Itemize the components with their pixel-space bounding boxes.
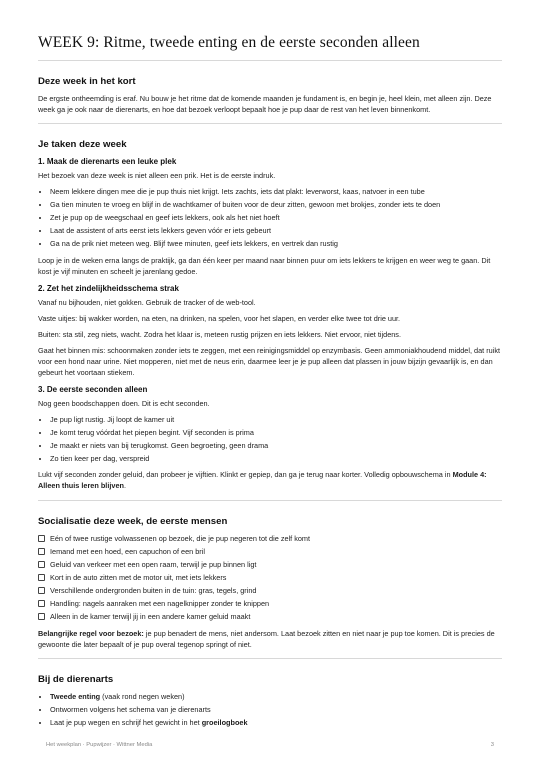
- task3-text: Nog geen boodschappen doen. Dit is echt seconden.: [38, 398, 210, 408]
- visit-rule: [38, 628, 502, 650]
- list-item: • Zet je pup op de weegschaal en geef iets lekkers, ook als het niet hoeft: [50, 212, 502, 224]
- visit-rule-text: je pup benadert de mens, niet andersom. Laat bezoek zitten en niet naar je pup toe komen. Dit is precies de gewoonte die later bepaalt of je pup overal tegenop springt of niet.: [38, 628, 495, 649]
- task3-heading: 3. De eerste seconden alleen: [38, 384, 148, 394]
- checklist-label: Verschillende ondergronden buiten in de tuin: gras, tegels, grind: [50, 586, 257, 595]
- page-title: WEEK 9: Ritme, tweede enting en de eerste seconden alleen: [38, 34, 420, 51]
- checkbox[interactable]: [38, 561, 45, 568]
- divider: [38, 500, 502, 501]
- checklist-item: [38, 533, 502, 545]
- page-number: 3: [490, 742, 494, 748]
- checklist-label: Iemand met een hoed, een capuchon of een bril: [50, 547, 205, 556]
- checklist-item: [38, 598, 502, 610]
- social-section: [38, 516, 502, 650]
- vaccination-note: (vaak rond negen weken): [100, 691, 185, 701]
- divider: [38, 123, 502, 124]
- list-item: • Je maakt er niets van bij terugkomst. Geen begroeting, geen drama: [50, 440, 502, 452]
- footer-source: Het weekplan · Pupwijzer · Wittner Media: [46, 742, 153, 748]
- checklist-item: [38, 572, 502, 584]
- task1-text: Het bezoek van deze week is niet alleen een prik. Het is de eerste indruk.: [38, 171, 276, 180]
- tasks-heading: Je taken deze week: [38, 139, 127, 150]
- list-item: • Zo tien keer per dag, verspreid: [50, 453, 502, 465]
- checklist-label: Eén of twee rustige volwassenen op bezoek, die je pup negeren tot die zelf komt: [50, 534, 311, 543]
- intro-section: [38, 76, 502, 115]
- task3-after: [38, 469, 502, 491]
- divider: [38, 60, 502, 61]
- list-item: • Ontwormen volgens het schema van je dierenarts: [50, 704, 502, 716]
- list-item: [50, 717, 502, 729]
- intro-text: De ergste ontheemding is eraf. Nu bouw je het ritme dat de komende maanden je fundament is, en begin je, heel klein, met alleen zijn. Deze week ga je ook naar de dierenarts, en hoe dat bezoek verloopt bepaalt hoe je pup daar de rest van het leven binnenkomt.: [38, 94, 492, 114]
- checklist-label: Alleen in de kamer terwijl jij in een andere kamer geluid maakt: [50, 612, 251, 621]
- checkbox[interactable]: [38, 600, 45, 607]
- list-item: [50, 691, 502, 703]
- task2-p2: Vaste uitjes: bij wakker worden, na eten, na drinken, na spelen, voor het slapen, en verder elke twee tot drie uur.: [38, 313, 401, 323]
- list-item: • Je pup ligt rustig. Jij loopt de kamer uit: [50, 414, 502, 426]
- task1-list: [38, 186, 502, 250]
- module-reference: Module 4: Alleen thuis leren blijven: [38, 470, 487, 490]
- vaccination-label: Tweede enting: [50, 691, 101, 701]
- checkbox[interactable]: [38, 574, 45, 581]
- list-item: • Neem lekkere dingen mee die je pup thuis niet krijgt. Iets zachts, iets dat plakt: leverworst, kaas, natvoer in een tube: [50, 186, 502, 198]
- checklist-item: [38, 559, 502, 571]
- vet-heading: Bij de dierenarts: [38, 673, 114, 685]
- vet-section: [38, 674, 502, 729]
- list-item: • Ga tien minuten te vroeg en blijf in de wachtkamer of buiten voor de deur zitten, gewoon met brokjes, zonder iets te doen: [50, 199, 502, 211]
- checklist-item: [38, 546, 502, 558]
- tasks-section: [38, 139, 502, 491]
- checkbox[interactable]: [38, 613, 45, 620]
- list-item: • Ga na de prik niet meteen weg. Blijf twee minuten, geef iets lekkers, en vertrek dan rustig: [50, 238, 502, 250]
- divider: [38, 658, 502, 659]
- task1-after: Loop je in de weken erna langs de praktijk, ga dan één keer per maand naar binnen puur om iets lekkers te krijgen en weer weg te gaan. Dit kost je vijf minuten en scheelt je jarenlang gedoe.: [38, 255, 491, 276]
- task3-list: [38, 414, 502, 465]
- checkbox[interactable]: [38, 535, 45, 542]
- weigh-text: Laat je pup wegen en schrijf het gewicht in het: [50, 717, 202, 727]
- page-footer: [46, 742, 494, 748]
- task2-p3: Buiten: sta stil, zeg niets, wacht. Zodra het klaar is, meteen rustig prijzen en iets lekkers. Niet ervoor, niet tijdens.: [38, 329, 401, 339]
- checkbox[interactable]: [38, 587, 45, 594]
- task2-heading: 2. Zet het zindelijkheidsschema strak: [38, 283, 179, 293]
- checklist-label: Kort in de auto zitten met de motor uit, met iets lekkers: [50, 573, 227, 582]
- social-heading: Socialisatie deze week, de eerste mensen: [38, 516, 228, 527]
- list-item: • Je komt terug vóórdat het piepen begint. Vijf seconden is prima: [50, 427, 502, 439]
- visit-rule-label: Belangrijke regel voor bezoek:: [38, 628, 144, 638]
- social-checklist: [38, 533, 502, 623]
- task1-heading: 1. Maak de dierenarts een leuke plek: [38, 157, 177, 166]
- checklist-item: [38, 585, 502, 597]
- list-item: • Laat de assistent of arts eerst iets lekkers geven vóór er iets gebeurt: [50, 225, 502, 237]
- checkbox[interactable]: [38, 548, 45, 555]
- vet-list: [38, 691, 502, 729]
- checklist-label: Handling: nagels aanraken met een nagelknipper zonder te knippen: [50, 599, 270, 608]
- task3-after-end: .: [123, 481, 126, 490]
- task2-p4: Gaat het binnen mis: schoonmaken zonder iets te zeggen, met een reinigingsmiddel op enzymbasis. Geen ammoniakhoudend middel, dat ruikt voor een hond naar urine. Niet mopperen, niet met de neus erin, daarmee leer je je pup alleen dat plassen in jouw bijzijn gevaarlijk is, en dan gebeurt het voortaan stiekem.: [38, 345, 500, 377]
- document-page: [38, 34, 502, 733]
- growth-log-label: groeilogboek: [201, 717, 248, 727]
- task3-after-text: Lukt vijf seconden zonder geluid, dan probeer je vijftien. Klinkt er gepiep, dan ga je terug naar korter. Volledig opbouwschema in: [38, 470, 453, 479]
- checklist-item: [38, 611, 502, 623]
- task2-p1: Vanaf nu bijhouden, niet gokken. Gebruik de tracker of de web-tool.: [38, 297, 256, 307]
- checklist-label: Geluid van verkeer met een open raam, terwijl je pup binnen ligt: [50, 560, 257, 569]
- intro-heading: Deze week in het kort: [38, 76, 136, 87]
